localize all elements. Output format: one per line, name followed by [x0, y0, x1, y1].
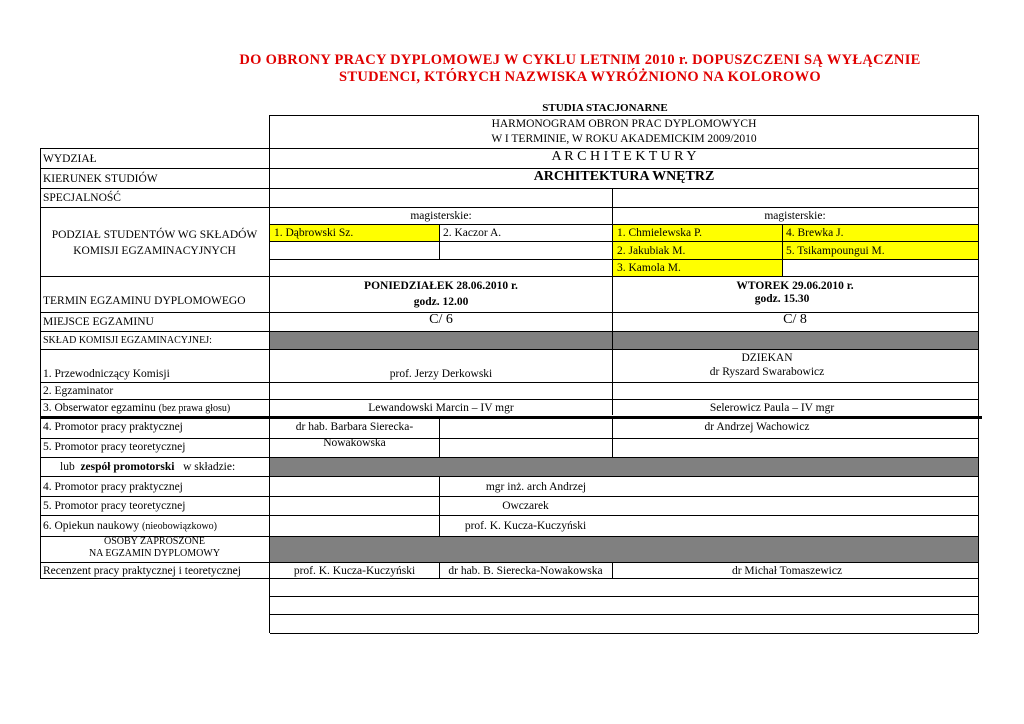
gray-band-sklad: [270, 332, 978, 349]
left-room: C/ 6: [429, 312, 453, 327]
promotor-teor-label-2: 5. Promotor pracy teoretycznej: [43, 500, 186, 512]
studia-label: STUDIA STACJONARNE: [542, 102, 668, 114]
right-student-5: 5. Tsikampoungui M.: [786, 245, 885, 257]
left-opiekun: prof. K. Kucza-Kuczyński: [464, 520, 587, 532]
right-student-3: 3. Kamola M.: [617, 262, 681, 274]
grid-line: [40, 438, 978, 439]
right-student-1: 1. Chmielewska P.: [617, 227, 702, 239]
grid-line: [40, 578, 978, 579]
grid-line: [40, 148, 41, 578]
specjalnosc-label: SPECJALNOŚĆ: [43, 192, 121, 204]
right-day: WTOREK 29.06.2010 r.: [736, 280, 854, 292]
grid-line: [270, 614, 978, 615]
harmonogram-line-1: HARMONOGRAM OBRON PRAC DYPLOMOWYCH: [491, 118, 757, 130]
grid-line: [439, 224, 440, 259]
wydzial-label: WYDZIAŁ: [43, 153, 97, 165]
left-day: PONIEDZIAŁEK 28.06.2010 r.: [364, 280, 518, 292]
grid-line: [40, 331, 978, 332]
promotor-teor-label: 5. Promotor pracy teoretycznej: [43, 441, 186, 453]
miejsce-label: MIEJSCE EGZAMINU: [43, 316, 154, 328]
grid-line: [40, 476, 978, 477]
grid-line: [782, 224, 783, 276]
grid-line: [40, 188, 978, 189]
grid-line: [270, 259, 978, 260]
left-student-1: 1. Dąbrowski Sz.: [274, 227, 354, 239]
left-zespol-prakt: mgr inż. arch Andrzej: [485, 481, 587, 493]
left-recenzent-2: dr hab. B. Sierecka-Nowakowska: [448, 565, 603, 577]
right-promotor: dr Andrzej Wachowicz: [704, 421, 810, 433]
grid-line: [40, 399, 978, 400]
recenzent-label: Recenzent pracy praktycznej i teoretycznej: [43, 565, 241, 577]
grid-line-thick: [40, 416, 982, 419]
grid-line: [40, 515, 978, 516]
grid-line: [40, 276, 978, 277]
left-zespol-teor: Owczarek: [502, 500, 549, 512]
promotor-prakt-label: 4. Promotor pracy praktycznej: [43, 421, 183, 433]
kierunek-value: ARCHITEKTURA WNĘTRZ: [533, 169, 715, 184]
left-obserwator: Lewandowski Marcin – IV mgr: [368, 402, 514, 414]
podzial-label-2: KOMISJI EGZAMINACYJNYCH: [73, 245, 236, 257]
right-recenzent: dr Michał Tomaszewicz: [731, 565, 843, 577]
left-przewodniczacy: prof. Jerzy Derkowski: [389, 368, 493, 380]
left-student-2: 2. Kaczor A.: [443, 227, 502, 239]
wydzial-value: A R C H I T E K T U R Y: [551, 149, 697, 164]
termin-label: TERMIN EGZAMINU DYPLOMOWEGO: [43, 295, 246, 307]
zespol-post: w składzie:: [183, 461, 236, 473]
right-room: C/ 8: [783, 312, 807, 327]
opiekun-note: (nieobowiązkowo): [142, 521, 217, 532]
grid-line: [270, 224, 978, 225]
left-promotor-1: dr hab. Barbara Sierecka-: [295, 421, 414, 433]
right-student-2: 2. Jakubiak M.: [617, 245, 686, 257]
gray-band-osoby: [270, 537, 978, 562]
right-magisterskie: magisterskie:: [764, 210, 826, 222]
grid-line: [40, 457, 978, 458]
opiekun-label: [43, 519, 217, 534]
grid-line: [40, 496, 978, 497]
header-line-1: DO OBRONY PRACY DYPLOMOWEJ W CYKLU LETNIM 2010 r. DOPUSZCZENI SĄ WYŁĄCZNIE: [239, 52, 921, 68]
grid-line: [270, 633, 978, 634]
zespol-label: [60, 460, 235, 474]
grid-line: [40, 207, 978, 208]
right-student-4: 4. Brewka J.: [786, 227, 844, 239]
grid-line: [439, 419, 440, 457]
sklad-label: SKŁAD KOMISJI EGZAMINACYJNEJ:: [43, 335, 212, 346]
right-obserwator: Selerowicz Paula – IV mgr: [709, 402, 835, 414]
grid-line: [978, 115, 979, 633]
osoby-1: OSOBY ZAPROSZONE: [103, 536, 206, 547]
obserwator-label-text: 3. Obserwator egzaminu: [43, 402, 156, 414]
kierunek-label: KIERUNEK STUDIÓW: [43, 173, 158, 185]
gray-band-zespol: [270, 458, 978, 476]
grid-line: [40, 382, 978, 383]
zespol-pre: lub: [60, 461, 75, 473]
przewodniczacy-label: 1. Przewodniczący Komisji: [43, 368, 170, 380]
zespol-bold: zespół promotorski: [80, 461, 175, 473]
right-przewodniczacy-title: DZIEKAN: [741, 352, 793, 364]
left-magisterskie: magisterskie:: [410, 210, 472, 222]
harmonogram-line-2: W I TERMINIE, W ROKU AKADEMICKIM 2009/2010: [491, 133, 757, 145]
right-przewodniczacy: dr Ryszard Swarabowicz: [709, 366, 825, 378]
obserwator-note: (bez prawa głosu): [158, 403, 231, 414]
left-recenzent-1: prof. K. Kucza-Kuczyński: [293, 565, 416, 577]
obserwator-label: [43, 401, 230, 416]
header-line-2: STUDENCI, KTÓRYCH NAZWISKA WYRÓŻNIONO NA KOLOROWO: [338, 69, 822, 85]
osoby-2: NA EGZAMIN DYPLOMOWY: [88, 548, 221, 559]
podzial-label-1: PODZIAŁ STUDENTÓW WG SKŁADÓW: [51, 229, 258, 241]
grid-line: [270, 241, 978, 242]
grid-line: [40, 562, 978, 563]
left-time: godz. 12.00: [413, 296, 469, 308]
grid-line: [270, 596, 978, 597]
grid-line: [40, 349, 978, 350]
grid-line: [270, 115, 978, 116]
opiekun-label-text: 6. Opiekun naukowy: [43, 520, 140, 532]
promotor-prakt-label-2: 4. Promotor pracy praktycznej: [43, 481, 183, 493]
left-promotor-1b: Nowakowska: [323, 437, 386, 449]
egzaminator-label: 2. Egzaminator: [43, 385, 114, 397]
right-time: godz. 15.30: [754, 293, 810, 305]
